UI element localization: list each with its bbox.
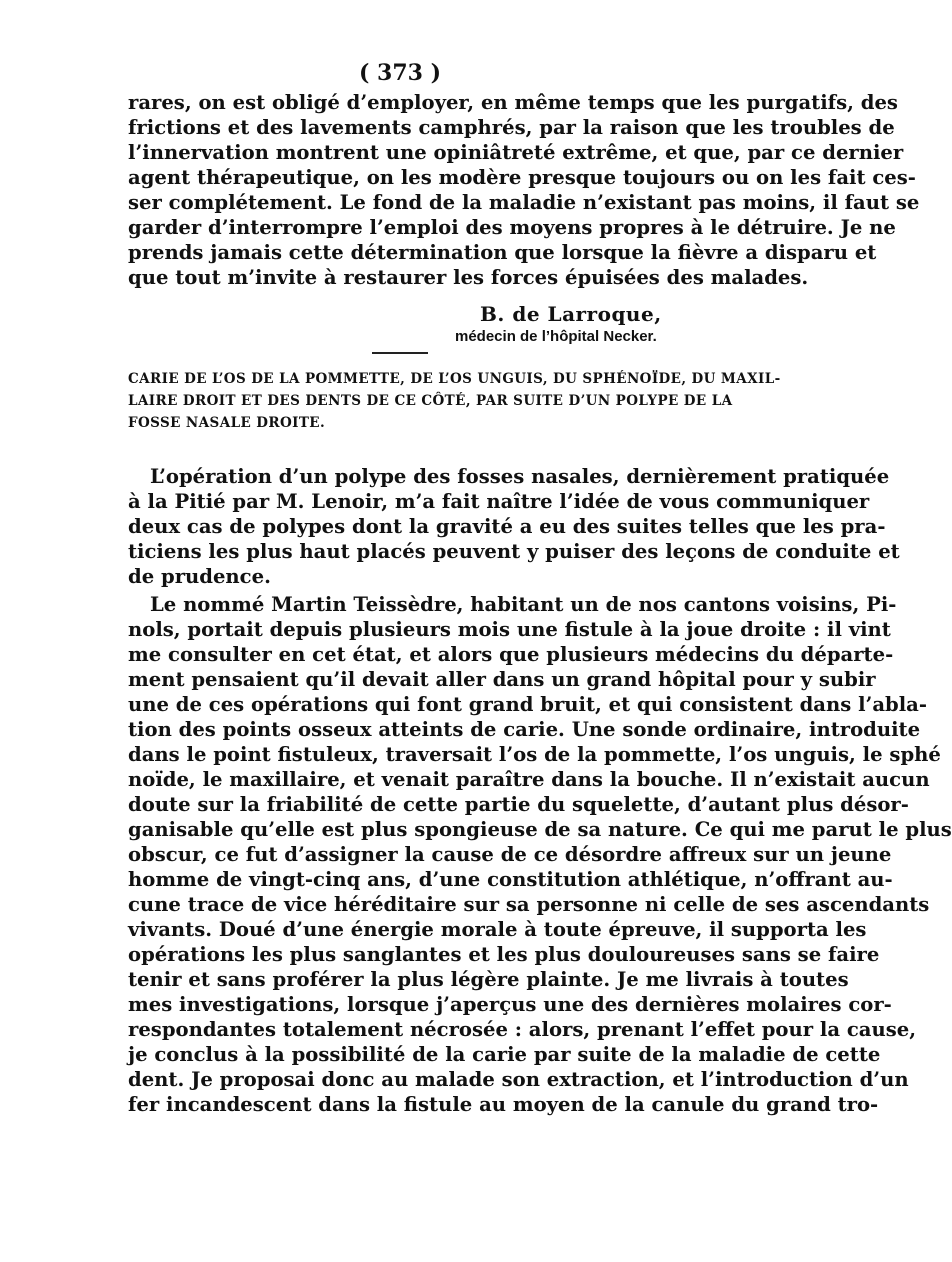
text-line: l’innervation montrent une opiniâtreté extrême, et que, par ce dernier — [128, 141, 904, 164]
text-line: homme de vingt-cinq ans, d’une constitution athlétique, n’offrant au- — [128, 868, 893, 891]
text-line: mes investigations, lorsque j’aperçus une des dernières molaires cor- — [128, 993, 892, 1016]
text-line: frictions et des lavements camphrés, par la raison que les troubles de — [128, 116, 895, 139]
text-line: fer incandescent dans la fistule au moyen de la canule du grand tro- — [128, 1093, 879, 1116]
text-line: à la Pitié par M. Lenoir, m’a fait naître l’idée de vous communiquer — [128, 490, 870, 513]
text-line: ment pensaient qu’il devait aller dans un grand hôpital pour y subir — [128, 668, 876, 691]
text-line: deux cas de polypes dont la gravité a eu des suites telles que les pra- — [128, 515, 886, 538]
paragraph-3 — [128, 592, 952, 1117]
title-line: FOSSE NASALE DROITE. — [128, 415, 326, 431]
paragraph-2 — [128, 464, 900, 589]
text-line: je conclus à la possibilité de la carie par suite de la maladie de cette — [128, 1043, 881, 1066]
article-title — [128, 368, 781, 434]
text-line: ser complétement. Le fond de la maladie n’existant pas moins, il faut se — [128, 191, 920, 214]
text-line: Le nommé Martin Teissèdre, habitant un de nos cantons voisins, Pi- — [150, 593, 897, 616]
text-line: cune trace de vice héréditaire sur sa personne ni celle de ses ascendants — [128, 893, 930, 916]
text-line: ticiens les plus haut placés peuvent y puiser des leçons de conduite et — [128, 540, 900, 563]
text-line: tenir et sans proférer la plus légère plainte. Je me livrais à toutes — [128, 968, 849, 991]
text-line: agent thérapeutique, on les modère presque toujours ou on les fait ces- — [128, 166, 916, 189]
text-line: doute sur la friabilité de cette partie du squelette, d’autant plus désor- — [128, 793, 909, 816]
text-line: que tout m’invite à restaurer les forces épuisées des malades. — [128, 266, 809, 289]
text-line: nols, portait depuis plusieurs mois une fistule à la joue droite : il vint — [128, 618, 891, 641]
text-line: tion des points osseux atteints de carie. Une sonde ordinaire, introduite — [128, 718, 921, 741]
title-line: LAIRE DROIT ET DES DENTS DE CE CÔTÉ, PAR SUITE D’UN POLYPE DE LA — [128, 393, 733, 409]
text-line: ganisable qu’elle est plus spongieuse de sa nature. Ce qui me parut le plus — [128, 818, 952, 841]
signature-title: médecin de l’hôpital Necker. — [455, 328, 657, 345]
text-line: me consulter en cet état, et alors que plusieurs médecins du départe- — [128, 643, 894, 666]
text-line: dent. Je proposai donc au malade son extraction, et l’introduction d’un — [128, 1068, 909, 1091]
paragraph-1 — [128, 90, 920, 290]
text-line: dans le point fistuleux, traversait l’os de la pommette, l’os unguis, le sphé — [128, 743, 941, 766]
text-line: prends jamais cette détermination que lorsque la fièvre a disparu et — [128, 241, 877, 264]
text-line: de prudence. — [128, 565, 271, 588]
text-line: rares, on est obligé d’employer, en même temps que les purgatifs, des — [128, 91, 898, 114]
page-number: ( 373 ) — [358, 60, 442, 86]
signature-name: B. de Larroque, — [480, 302, 662, 326]
text-line: L’opération d’un polype des fosses nasales, dernièrement pratiquée — [150, 465, 890, 488]
title-line: CARIE DE L’OS DE LA POMMETTE, DE L’OS UNGUIS, DU SPHÉNOÏDE, DU MAXIL- — [128, 371, 781, 387]
section-divider — [372, 352, 428, 354]
text-line: respondantes totalement nécrosée : alors, prenant l’effet pour la cause, — [128, 1018, 917, 1041]
text-line: obscur, ce fut d’assigner la cause de ce désordre affreux sur un jeune — [128, 843, 892, 866]
text-line: opérations les plus sanglantes et les plus douloureuses sans se faire — [128, 943, 880, 966]
text-line: garder d’interrompre l’emploi des moyens propres à le détruire. Je ne — [128, 216, 896, 239]
text-line: noïde, le maxillaire, et venait paraître dans la bouche. Il n’existait aucun — [128, 768, 930, 791]
text-line: une de ces opérations qui font grand bruit, et qui consistent dans l’abla- — [128, 693, 928, 716]
text-line: vivants. Doué d’une énergie morale à toute épreuve, il supporta les — [128, 918, 867, 941]
